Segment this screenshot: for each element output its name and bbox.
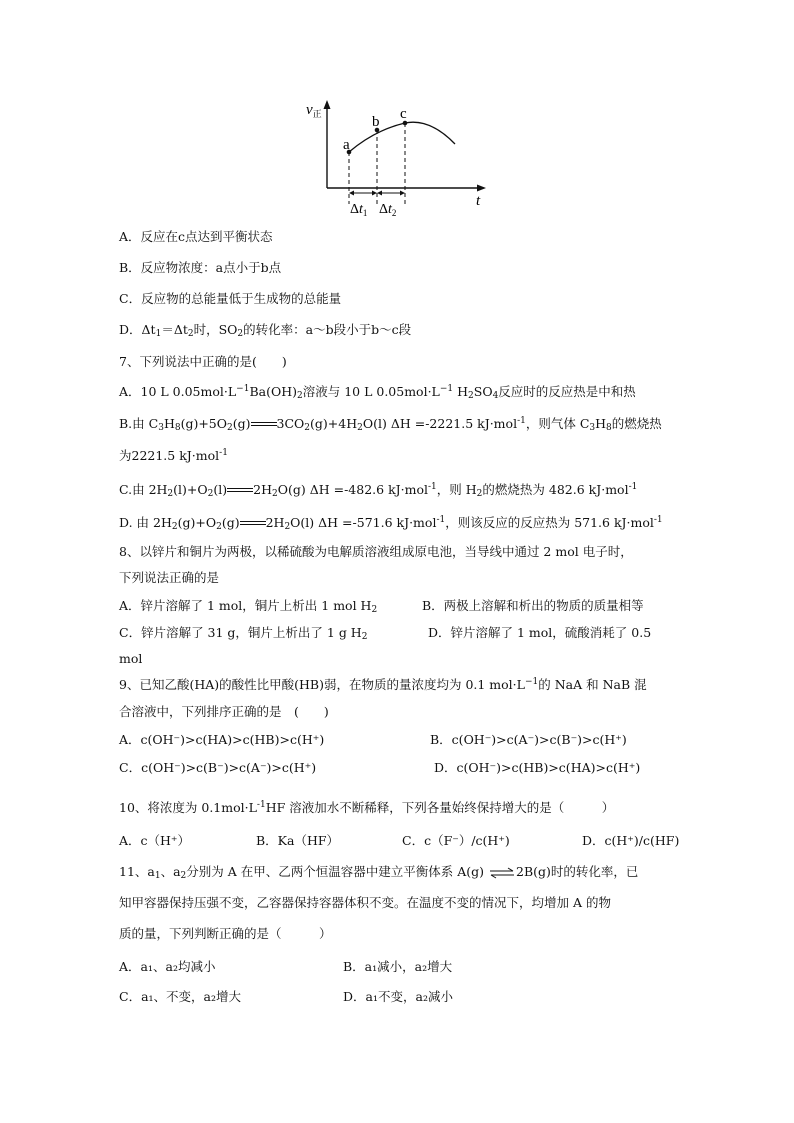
- q9-option-b: B．c(OH⁻)>c(A⁻)>c(B⁻)>c(H⁺): [430, 732, 627, 747]
- interval-2-label: $\Delta t_2$: [379, 202, 397, 218]
- y-axis-arrow: [324, 100, 331, 109]
- q11-option-d: D．a₁不变，a₂减小: [343, 989, 453, 1004]
- q10-option-d: D．c(H⁺)/c(HF): [582, 833, 680, 848]
- q7-option-b: B.由 $C_3H_8(g)+5O_2(g)$ $3CO_2(g)+4H_2O(l)$ ΔH =-2221.5 kJ·mol$^{-1}$，则气体 $C_3H_8$的燃烧热: [119, 416, 662, 433]
- q9-option-c: C．c(OH⁻)>c(B⁻)>c(A⁻)>c(H⁺): [119, 760, 317, 775]
- q9-option-d: D．c(OH⁻)>c(HB)>c(HA)>c(H⁺): [434, 760, 641, 775]
- q11-option-b: B．a₁减小，a₂增大: [343, 959, 453, 974]
- reversible-arrow-icon: [488, 867, 516, 879]
- q7-option-c: C.由 $2H_2(l)+O_2(l)$ $2H_2O(g)$ ΔH =-482.6 kJ·mol$^{-1}$，则 $H_2$的燃烧热为 482.6 kJ·mol$^{-1}$: [119, 482, 638, 499]
- q6-option-d: D．$\Delta t_1=\Delta t_2$时，$SO_2$的转化率：a～b段小于b～c段: [119, 322, 412, 339]
- q10-option-a: A．c（H⁺）: [119, 833, 191, 848]
- q8-option-a: A．锌片溶解了 1 mol，铜片上析出 1 mol $H_2$: [119, 598, 378, 615]
- q11-stem-1: 11、$a_1$、$a_2$分别为 A 在甲、乙两个恒温容器中建立平衡体系 A(g) 2B(g)时的转化率，已: [119, 864, 639, 881]
- q11-stem-3: 质的量，下列判断正确的是（ ）: [119, 926, 332, 941]
- equals-arrow-icon: [240, 519, 266, 529]
- q8-stem-1: 8、以锌片和铜片为两极，以稀硫酸为电解质溶液组成原电池，当导线中通过 2 mol 电子时，: [119, 544, 633, 559]
- interval-1-label: $\Delta t_1$: [350, 202, 368, 218]
- q11-stem-2: 知甲容器保持压强不变，乙容器保持容器体积不变。在温度不变的情况下，均增加 A 的物: [119, 895, 611, 910]
- q7-stem: 7、下列说法中正确的是( ): [119, 354, 287, 369]
- equals-arrow-icon: [251, 420, 277, 430]
- x-axis-arrow: [477, 185, 486, 192]
- point-b-label: b: [372, 114, 380, 130]
- rate-curve: [349, 122, 455, 152]
- y-axis-label: $v_正$: [306, 102, 322, 119]
- q9-stem-2: 合溶液中，下列排序正确的是 ( ): [119, 704, 329, 719]
- q8-stem-2: 下列说法正确的是: [119, 570, 220, 585]
- q10-stem: 10、将浓度为 $0.1mol\cdot L^{-1}HF$ 溶液加水不断稀释，下列各量始终保持增大的是（ ）: [119, 800, 615, 815]
- q6-option-a: A．反应在c点达到平衡状态: [119, 229, 273, 244]
- q6-option-c: C．反应物的总能量低于生成物的总能量: [119, 291, 342, 306]
- q11-option-c: C．a₁、不变，a₂增大: [119, 989, 241, 1004]
- q8-option-d: D．锌片溶解了 1 mol，硫酸消耗了 0.5: [428, 625, 652, 640]
- q9-option-a: A．c(OH⁻)>c(HA)>c(HB)>c(H⁺): [119, 732, 325, 747]
- rate-time-graph: [300, 92, 500, 222]
- q6-option-b: B．反应物浓度：a点小于b点: [119, 260, 282, 275]
- point-c-label: c: [400, 106, 407, 122]
- q8-option-b: B．两极上溶解和析出的物质的质量相等: [422, 598, 644, 613]
- q10-option-b: B．Ka（HF）: [256, 833, 340, 848]
- x-axis-label: t: [476, 193, 481, 209]
- q7-option-d: D. 由 $2H_2(g)+O_2(g)$ $2H_2O(l)$ ΔH =-571.6 kJ·mol$^{-1}$，则该反应的反应热为 571.6 kJ·mol$^{-1}$: [119, 515, 663, 532]
- q8-option-c: C．锌片溶解了 31 g，铜片上析出了 1 g $H_2$: [119, 625, 368, 642]
- point-a-label: a: [343, 137, 350, 153]
- q7-option-a: A．10 L $0.05mol\cdot L^{-1}Ba(OH)_2$溶液与 10 L $0.05mol\cdot L^{-1}$ $H_2SO_4$反应时的反应热是中和热: [119, 384, 636, 401]
- q7-option-b-cont: 为2221.5 kJ·mol$^{-1}$: [119, 448, 228, 463]
- q11-option-a: A．a₁、a₂均减小: [119, 959, 216, 974]
- q9-stem-1: 9、已知乙酸(HA)的酸性比甲酸(HB)弱，在物质的量浓度均为 0.1 $mol\cdot L^{-1}$的 NaA 和 NaB 混: [119, 677, 647, 692]
- q8-option-d-cont: mol: [119, 651, 143, 666]
- equals-arrow-icon: [227, 486, 253, 496]
- q10-option-c: C．c（F⁻）/c(H⁺): [402, 833, 510, 848]
